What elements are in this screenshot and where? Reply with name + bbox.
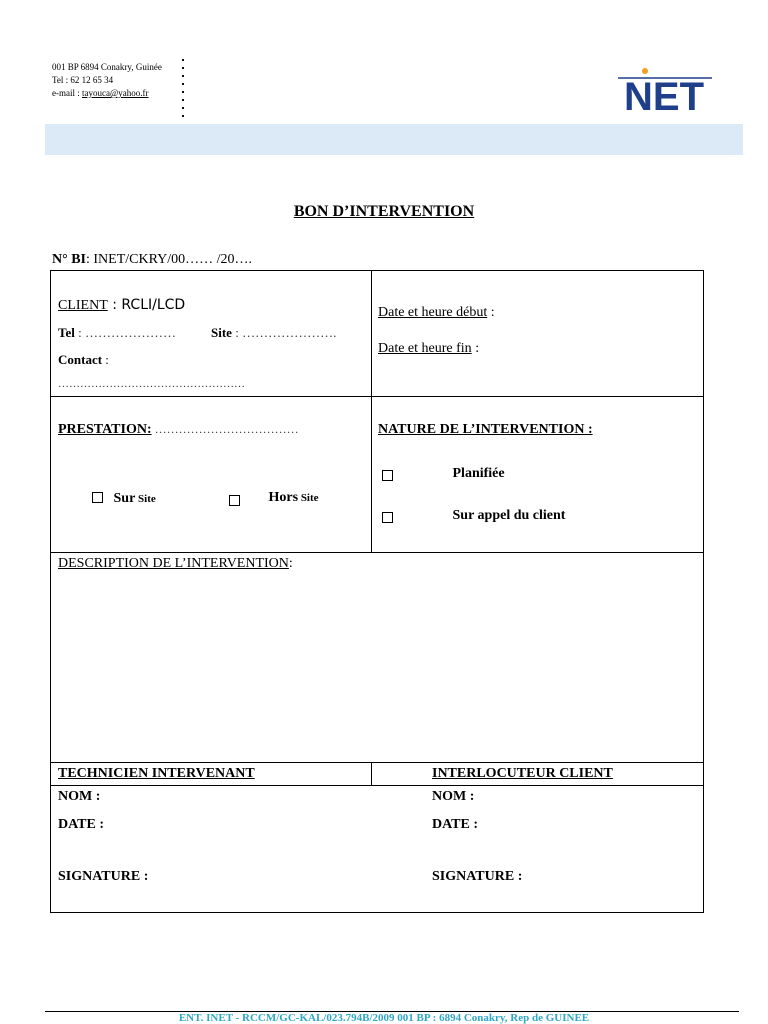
off-site-label-suffix: Site — [298, 492, 319, 504]
client-call-option — [382, 508, 565, 524]
col-divider-bottom — [371, 762, 372, 785]
header-band — [45, 124, 743, 155]
site-label: Site — [211, 325, 232, 340]
prestation-label: PRESTATION: — [58, 422, 152, 437]
client-contact-date-field[interactable]: DATE : — [432, 817, 479, 832]
client-contact-heading: INTERLOCUTEUR CLIENT — [432, 766, 613, 781]
on-site-checkbox[interactable] — [92, 492, 103, 503]
tel-site-row — [58, 325, 368, 341]
start-datetime-label: Date et heure début — [378, 305, 488, 320]
site-group — [211, 325, 336, 341]
on-site-option — [92, 491, 156, 507]
technician-signature-field[interactable]: SIGNATURE : — [58, 869, 149, 884]
row-divider-2 — [51, 552, 703, 553]
row-divider-1 — [51, 396, 703, 397]
contact-label: Contact — [58, 352, 103, 367]
off-site-checkbox[interactable] — [229, 495, 240, 506]
bi-number — [52, 252, 252, 268]
contact-row — [58, 352, 109, 368]
address-line-2: Tel : 62 12 65 34 — [52, 75, 114, 85]
client-contact-name-field[interactable]: NOM : — [432, 789, 475, 804]
start-datetime-field[interactable] — [378, 305, 495, 321]
client-value: : RCLI/LCD — [107, 297, 186, 313]
description-area[interactable] — [52, 576, 702, 760]
on-site-label-suffix: Site — [135, 493, 156, 505]
bi-number-label: N° BI — [52, 252, 86, 267]
contact-field[interactable]: …………………………………………… — [58, 378, 245, 390]
client-contact-signature-field[interactable]: SIGNATURE : — [432, 869, 523, 884]
logo-dot — [642, 68, 648, 74]
bi-number-value: : INET/CKRY/00…… /20…. — [86, 252, 253, 267]
end-datetime-field[interactable] — [378, 341, 479, 357]
site-field[interactable]: : …………………. — [231, 325, 337, 340]
document-title: BON D’INTERVENTION — [293, 203, 475, 220]
col-divider-top — [371, 271, 372, 552]
nature-label — [378, 422, 593, 438]
row-divider-4 — [51, 785, 703, 786]
description-colon: : — [288, 556, 293, 571]
client-call-checkbox[interactable] — [382, 512, 393, 523]
address-line-1: 001 BP 6894 Conakry, Guinée — [52, 62, 162, 72]
tel-field[interactable]: : ………………… — [74, 325, 176, 340]
prestation-dots: ……………………………… — [151, 422, 299, 436]
client-field[interactable] — [58, 297, 185, 314]
intervention-form — [50, 270, 704, 913]
footer-text: ENT. INET - RCCM/GC-KAL/023.794B/2009 001 BP : 6894 Conakry, Rep de GUINEE — [178, 1012, 590, 1024]
email-label: e-mail : — [52, 88, 82, 98]
description-label — [58, 556, 293, 572]
technician-date-field[interactable]: DATE : — [58, 817, 105, 832]
end-datetime-colon: : — [471, 341, 480, 356]
tel-label: Tel — [58, 325, 75, 340]
end-datetime-label: Date et heure fin — [378, 341, 472, 356]
technician-heading: TECHNICIEN INTERVENANT — [58, 766, 255, 781]
client-call-label: Sur appel du client — [452, 508, 566, 523]
company-address — [52, 61, 162, 100]
inet-logo — [612, 66, 716, 118]
planned-label: Planifiée — [452, 466, 505, 481]
email-link[interactable]: tayouca@yahoo.fr — [82, 88, 149, 98]
description-label-text: DESCRIPTION DE L’INTERVENTION — [58, 556, 289, 571]
row-divider-3 — [51, 762, 703, 763]
technician-name-field[interactable]: NOM : — [58, 789, 101, 804]
prestation-field[interactable] — [58, 422, 299, 438]
on-site-label: Sur — [113, 491, 136, 506]
off-site-option — [229, 490, 319, 508]
logo-text: NET — [624, 75, 704, 118]
nature-label-text: NATURE DE L’INTERVENTION : — [378, 422, 593, 437]
contact-colon: : — [102, 352, 109, 367]
start-datetime-colon: : — [487, 305, 495, 320]
planned-option — [382, 466, 505, 482]
email-line — [52, 87, 162, 100]
off-site-label: Hors — [268, 490, 299, 505]
planned-checkbox[interactable] — [382, 470, 393, 481]
header-dotted-separator — [181, 56, 185, 118]
client-label: CLIENT — [58, 298, 108, 313]
